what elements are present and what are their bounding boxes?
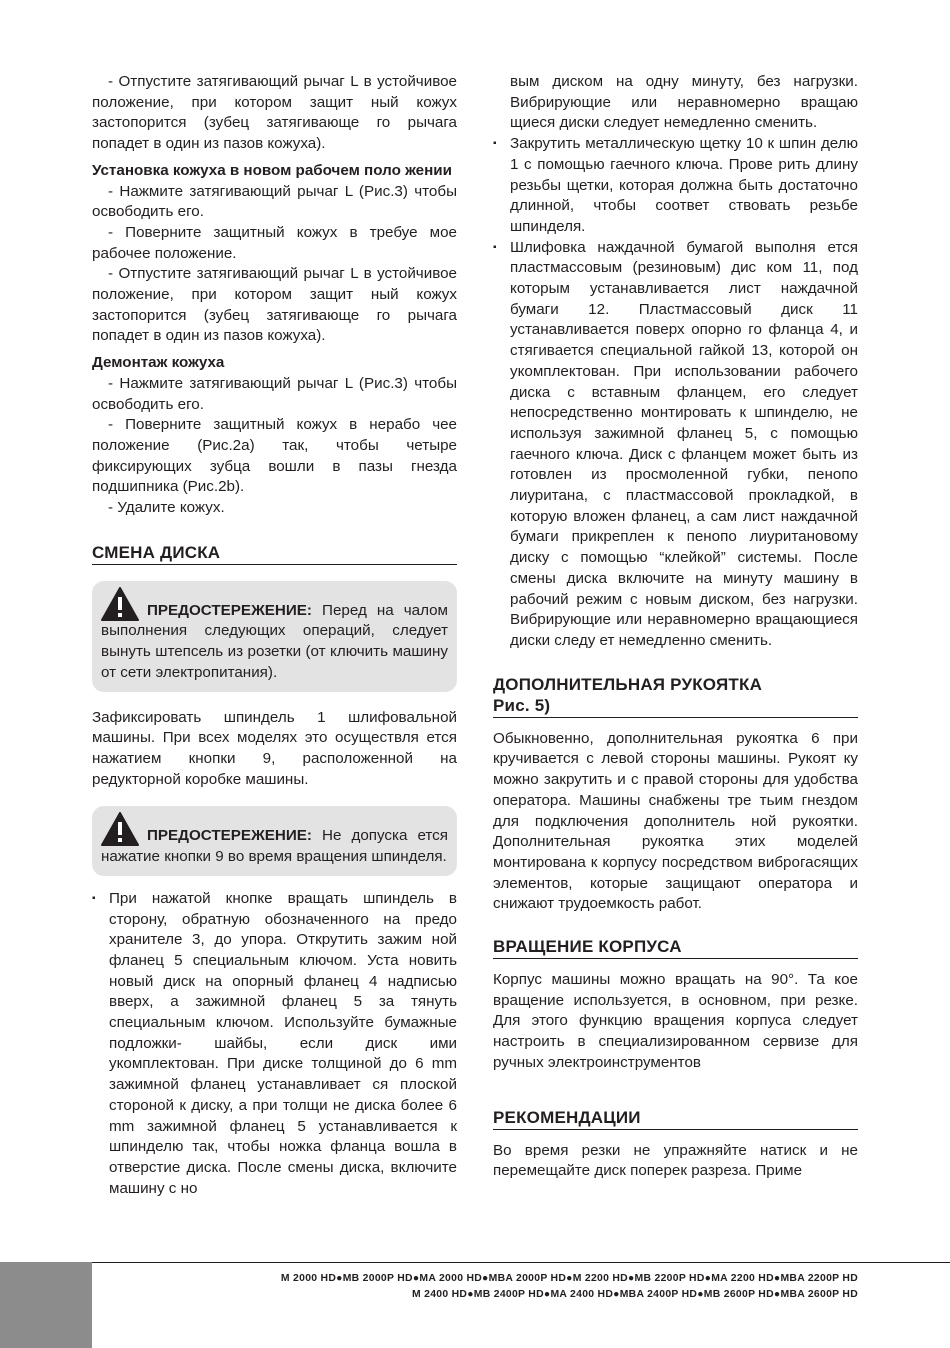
paragraph: Обыкновенно, дополнительная рукоятка 6 при кручивается с левой стороны машины. Рукоят ку можно закрутить и с правой стороны для удобства оператора. Машины снабжены тре тьим гнездом для подключения дополнитель ной рукоятки. Дополнительная рукоятка этих моделей монтирована к корпусу посредством виброгасящих элементов, которые защищают оператора и снижают трудоемкость работ. — [493, 729, 858, 913]
right-column — [493, 72, 858, 1182]
heading-line-1: ДОПОЛНИТЕЛЬНАЯ РУКОЯТКА — [493, 674, 763, 694]
section-heading-recommendations: РЕКОМЕНДАЦИИ — [493, 1107, 858, 1130]
paragraph: - Отпустите затягивающий рычаг L в устойчивое положение, при котором защит ный кожух застопорится (зубец затягивающе го рычага попадет в один из пазов кожуха). — [92, 73, 457, 153]
bullet-list — [92, 889, 457, 1200]
warning-text: Не допуска ется нажатие кнопки 9 во время вращения шпинделя. — [101, 827, 448, 866]
paragraph: - Поверните защитный кожух в нерабо чее положение (Рис.2а) так, чтобы четыре фиксирующих зубца вошли в пазы гнезда подшипника (Рис.2b). — [92, 416, 457, 496]
warning-triangle-icon — [101, 587, 139, 621]
list-item: ▪ Шлифовка наждачной бумагой выполня ется пластмассовым (резиновым) дис ком 11, под которым устанавливается лист наждачной бумаги 12. Пластмассовый диск 11 устанавливается поверх опорно го фланца 4, и стягивается специальной гайкой 13, которой он укомплектован. При использовании рабочего диска с вставным фланцем, его следует непосредственно монтировать к шпинделю, не используя зажимной фланец 5, с помощью гаечного ключа. Диск с фланцем может быть из готовлен из просмоленной губки, пенопо лиуритана, с пластмассовой прокладкой, в которую вложен фланец, а сам лист наждачной бумаги прикреплен к пенопо лиуритановому диску с помощью “клейкой” системы. После смены диска включите на минуту машину в рабочий режим с новым диском, без нагрузки. Вибрирующие или неравномерно вращающиеся диски следу ет немедленно сменить. — [493, 238, 858, 652]
paragraph: - Нажмите затягивающий рычаг L (Рис.3) чтобы освободить его. — [92, 374, 457, 413]
paragraph: Корпус машины можно вращать на 90°. Та кое вращение используется, в основном, при резке. Для этого функцию вращения корпуса следует настроить в специализированном сервизе для ручных электроинструментов — [493, 971, 858, 1071]
heading-line-2: Рис. 5) — [493, 695, 551, 715]
bullet-list — [493, 134, 858, 652]
paragraph: Зафиксировать шпиндель 1 шлифовальной машины. При всех моделях это осуществля ется нажатием кнопки 9, расположенной на редукторной коробке машины. — [92, 708, 457, 788]
warning-box — [92, 581, 457, 692]
warning-label: ПРЕДОСТЕРЕЖЕНИЕ: — [147, 601, 312, 619]
left-column — [92, 72, 457, 1199]
paragraph: - Поверните защитный кожух в требуе мое рабочее положение. — [92, 223, 457, 262]
paragraph: - Отпустите затягивающий рычаг L в устойчивое положение, при котором защит ный кожух застопорится (зубец затягивающе го рычага попадет в один из пазов кожуха). — [92, 265, 457, 345]
section-heading-extra-handle — [493, 674, 858, 718]
page-number-box — [0, 1262, 92, 1348]
list-item: ▪ При нажатой кнопке вращать шпиндель в сторону, обратную обозначенного на предо хранителе 3, до упора. Открутить зажим ной фланец 5 специальным ключом. Уста новить новый диск на опорный фланец 4 надписью вверх, а зажимной фланец 5 за тянуть специальным ключом. Используйте бумажные подложки- шайбы, если диск ими укомплектован. При диске толщиной до 6 mm зажимной фланец устанавливает ся плоской стороной к диску, а при толщи не диска более 6 mm зажимной фланец 5 устанавливается к шпинделю так, чтобы ножка фланца вошла в отверстие диска. После смены диска, включите машину с но — [92, 889, 457, 1200]
footer-line-1: M 2000 HD●MB 2000P HD●MA 2000 HD●MBA 2000P HD●M 2200 HD●MB 2200P HD●MA 2200 HD●MBA 2200P HD — [280, 1273, 858, 1284]
warning-label: ПРЕДОСТЕРЕЖЕНИЕ: — [147, 827, 312, 845]
warning-box — [92, 806, 457, 875]
footer-line-2: M 2400 HD●MB 2400P HD●MA 2400 HD●MBA 2400P HD●MB 2600P HD●MBA 2600P HD — [411, 1289, 858, 1300]
section-heading-disk-change: СМЕНА ДИСКА — [92, 542, 457, 565]
list-item: ▪ Закрутить металлическую щетку 10 к шпин делю 1 с помощью гаечного ключа. Прове рить длину резьбы щетки, которая должна быть достаточно длинной, чтобы соответ ствовать резьбе шпинделя. — [493, 134, 858, 238]
footer-divider — [92, 1262, 950, 1263]
subheading-remove-guard: Демонтаж кожуха — [92, 354, 225, 372]
subheading-install-guard: Установка кожуха в новом рабочем поло жении — [92, 161, 452, 179]
paragraph: - Удалите кожух. — [108, 499, 225, 517]
section-heading-body-rotation: ВРАЩЕНИЕ КОРПУСА — [493, 936, 858, 959]
paragraph: - Нажмите затягивающий рычаг L (Рис.3) чтобы освободить его. — [92, 182, 457, 221]
warning-text: Перед на чалом выполнения следующих операций, следует вынуть штепсель из розетки (от ключить машину от сети электропитания). — [101, 601, 448, 681]
footer-model-list — [281, 1271, 858, 1303]
paragraph: Во время резки не упражняйте натиск и не перемещайте диск поперек разреза. Приме — [493, 1141, 858, 1180]
paragraph: вым диском на одну минуту, без нагрузки. Вибрирующие или неравномерно вращаю щиеся диски следует немедленно сменить. — [510, 73, 858, 132]
warning-triangle-icon — [101, 812, 139, 846]
